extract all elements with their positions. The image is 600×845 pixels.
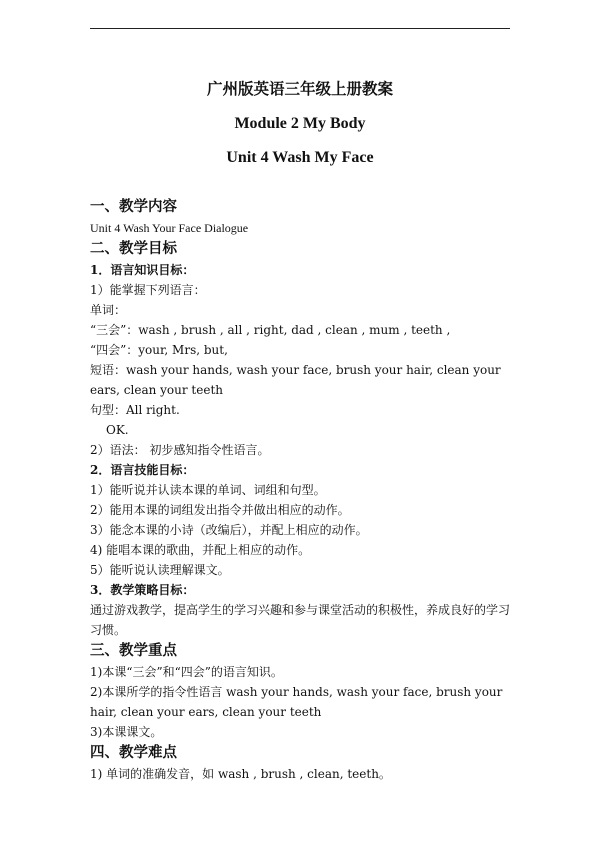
lesson-plan-page [90,76,510,784]
paragraph-line: 1）能听说并认读本课的单词、词组和句型。 [90,483,326,497]
section-heading-content: 一、教学内容 [90,198,177,215]
paragraph-line: 2）语法： 初步感知指令性语言。 [90,443,270,457]
paragraph-line: 4) 能唱本课的歌曲，并配上相应的动作。 [90,543,311,557]
section-heading-key-points: 三、教学重点 [90,642,177,659]
paragraph-line: 1)本课“三会”和“四会”的语言知识。 [90,665,283,679]
paragraph-line: 通过游戏教学，提高学生的学习兴趣和参与课堂活动的积极性，养成良好的学习习惯。 [90,603,511,637]
paragraph-line: 1）能掌握下列语言： [90,283,206,297]
section-heading-objectives: 二、教学目标 [90,240,177,257]
subheading-skills: 2．语言技能目标： [90,463,195,477]
document-title: 广州版英语三年级上册教案 [206,79,393,98]
unit-title: Unit 4 Wash My Face [226,149,374,166]
paragraph-line: 3）能念本课的小诗（改编后），并配上相应的动作。 [90,523,368,537]
paragraph-line: 2）能用本课的词组发出指令并做出相应的动作。 [90,503,350,517]
paragraph-line: 2)本课所学的指令性语言 wash your hands, wash your face, brush your hair, clean your ears, clean your teeth [90,685,503,719]
module-title: Module 2 My Body [234,115,366,132]
subheading-strategy: 3．教学策略目标： [90,583,195,597]
paragraph-line: 句型：All right. [90,403,180,417]
paragraph-line: 短语：wash your hands, wash your face, brush your hair, clean your ears, clean your teeth [90,363,501,397]
content-text: Unit 4 Wash Your Face Dialogue [90,221,249,235]
paragraph-line: “三会”：wash , brush , all , right, dad , clean , mum , teeth , [90,323,451,337]
paragraph-line: 3)本课课文。 [90,725,163,739]
paragraph-line: 5）能听说认读理解课文。 [90,563,230,577]
paragraph-line: 单词： [90,303,127,317]
subheading-knowledge: 1．语言知识目标： [90,263,195,277]
section-heading-difficulties: 四、教学难点 [90,744,177,761]
paragraph-line: “四会”：your, Mrs, but, [90,343,228,357]
paragraph-line: OK. [106,423,129,437]
header-rule [90,28,510,29]
paragraph-line: 1) 单词的准确发音，如 wash , brush , clean, teeth。 [90,767,391,781]
